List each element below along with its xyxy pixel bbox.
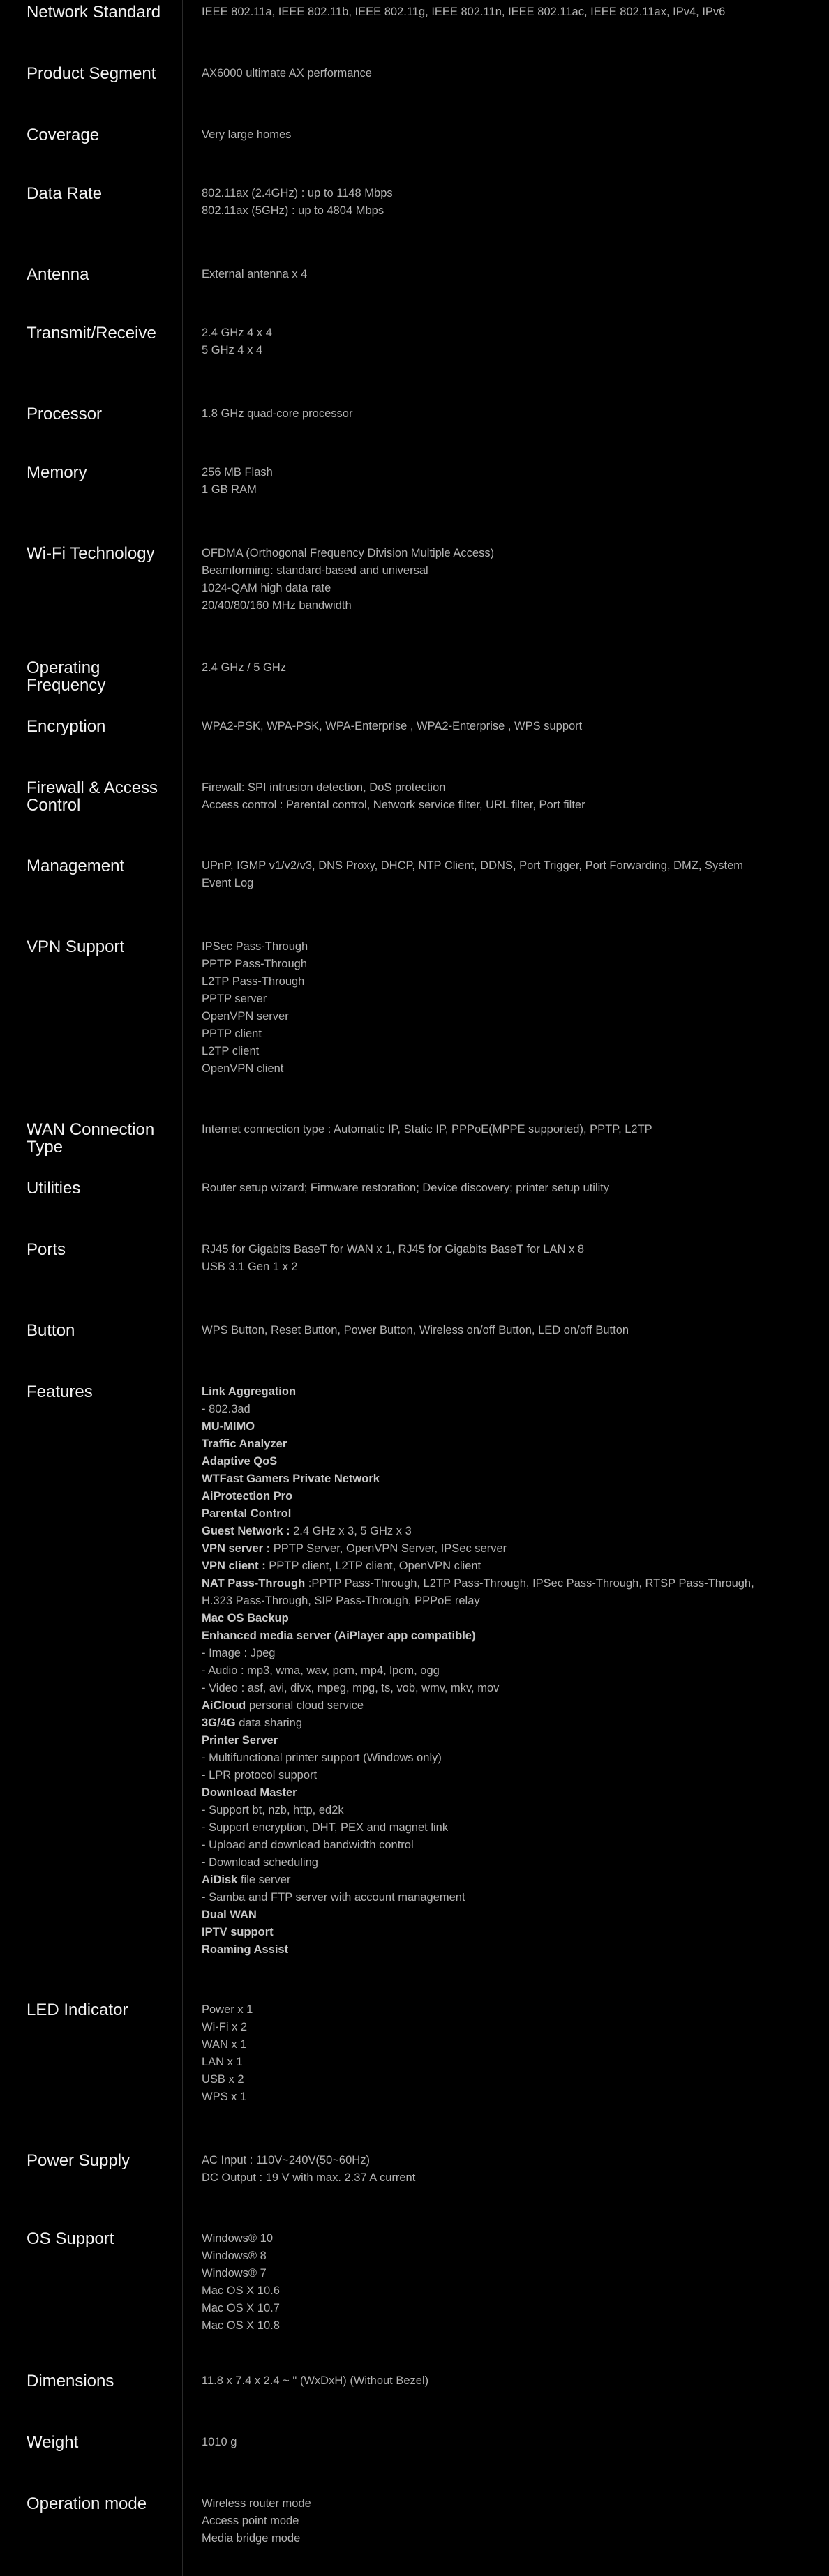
spec-text: - Audio : mp3, wma, wav, pcm, mp4, lpcm, ogg (202, 1664, 440, 1677)
spec-text: Media bridge mode (202, 2532, 301, 2545)
spec-label: Management (27, 857, 125, 875)
spec-text: 11.8 x 7.4 x 2.4 ~ " (WxDxH) (Without Bezel) (202, 2374, 429, 2387)
spec-label: Data Rate (27, 184, 103, 203)
spec-value-line (202, 973, 816, 991)
spec-value-line (202, 2247, 816, 2265)
spec-label: Encryption (27, 717, 106, 736)
spec-label: Firewall & Access Control (27, 778, 158, 815)
spec-feature-heading: Parental Control (202, 1507, 292, 1520)
spec-text: External antenna x 4 (202, 268, 308, 280)
spec-text: 2.4 GHz 4 x 4 (202, 326, 272, 339)
spec-value (202, 1121, 816, 1138)
spec-text: UPnP, IGMP v1/v2/v3, DNS Proxy, DHCP, NTP Client, DDNS, Port Trigger, Port Forwarding, DMZ, System (202, 859, 744, 872)
spec-value-line (202, 2513, 816, 2530)
spec-text: Mac OS X 10.6 (202, 2284, 280, 2297)
spec-text: - Support bt, nzb, http, ed2k (202, 1804, 344, 1816)
spec-text: WPS Button, Reset Button, Power Button, Wireless on/off Button, LED on/off Button (202, 1324, 629, 1336)
spec-value-line (202, 1627, 816, 1645)
spec-value-line (202, 185, 816, 202)
spec-value-line (202, 1819, 816, 1837)
spec-text: OFDMA (Orthogonal Frequency Division Multiple Access) (202, 547, 495, 559)
spec-text: - Video : asf, avi, divx, mpeg, mpg, ts, vob, wmv, mkv, mov (202, 1682, 500, 1694)
spec-value-line (202, 2019, 816, 2036)
spec-feature-heading: AiDisk (202, 1874, 238, 1886)
spec-text: DC Output : 19 V with max. 2.37 A current (202, 2171, 416, 2184)
spec-label: Operating Frequency (27, 658, 106, 695)
spec-value-line (202, 2036, 816, 2054)
spec-feature-heading: Dual WAN (202, 1908, 257, 1921)
spec-text: Access point mode (202, 2515, 299, 2527)
spec-value-line (202, 956, 816, 973)
spec-value-line (202, 1383, 816, 1401)
spec-value-line (202, 1732, 816, 1749)
spec-value-line (202, 2282, 816, 2300)
spec-value-line (202, 2372, 816, 2390)
spec-text: 1010 g (202, 2436, 237, 2448)
spec-feature-heading: NAT Pass-Through (202, 1577, 306, 1590)
spec-feature-heading: Adaptive QoS (202, 1455, 278, 1468)
spec-text: WPA2-PSK, WPA-PSK, WPA-Enterprise , WPA2-Enterprise , WPS support (202, 720, 583, 732)
spec-label: Button (27, 1321, 75, 1340)
spec-value-line (202, 1854, 816, 1871)
spec-value-line (202, 1662, 816, 1680)
spec-text: file server (237, 1874, 291, 1886)
spec-label: Power Supply (27, 2151, 130, 2170)
spec-text: Windows® 7 (202, 2267, 267, 2280)
spec-value-line (202, 1180, 816, 1197)
spec-value (202, 2495, 816, 2547)
spec-value-line (202, 2001, 816, 2019)
spec-label: Utilities (27, 1179, 81, 1198)
spec-value-line (202, 597, 816, 615)
spec-text: IPSec Pass-Through (202, 940, 308, 953)
spec-value-line (202, 405, 816, 423)
spec-label: Weight (27, 2433, 79, 2452)
spec-value-line (202, 202, 816, 220)
spec-label: Coverage (27, 126, 100, 144)
spec-value-line (202, 2530, 816, 2547)
spec-text: Wireless router mode (202, 2497, 311, 2510)
spec-value-line (202, 2434, 816, 2451)
spec-feature-heading: Enhanced media server (AiPlayer app compatible) (202, 1629, 476, 1642)
spec-value (202, 2152, 816, 2187)
spec-value-line (202, 545, 816, 562)
spec-value-line (202, 1258, 816, 1276)
spec-text: personal cloud service (246, 1699, 364, 1712)
spec-label: Processor (27, 405, 103, 423)
spec-value-line (202, 1523, 816, 1540)
spec-text: - Samba and FTP server with account management (202, 1891, 465, 1904)
spec-feature-heading: Roaming Assist (202, 1943, 289, 1956)
spec-label: OS Support (27, 2229, 114, 2248)
spec-value-line (202, 1802, 816, 1819)
spec-text: 1024-QAM high data rate (202, 582, 331, 594)
spec-label: Memory (27, 463, 87, 482)
spec-value-line (202, 1008, 816, 1025)
spec-text: 20/40/80/160 MHz bandwidth (202, 599, 352, 612)
spec-text: WPS x 1 (202, 2091, 247, 2103)
spec-text: OpenVPN client (202, 1062, 284, 1075)
spec-value-line (202, 324, 816, 342)
spec-text: Windows® 10 (202, 2232, 274, 2245)
spec-text: - Support encryption, DHT, PEX and magnet link (202, 1821, 449, 1834)
spec-value (202, 1322, 816, 1339)
spec-value-line (202, 991, 816, 1008)
spec-value-line (202, 2088, 816, 2106)
spec-value-line (202, 1453, 816, 1470)
spec-value-line (202, 562, 816, 580)
spec-text: PPTP Pass-Through (202, 958, 308, 970)
spec-value-line (202, 1837, 816, 1854)
spec-value-line (202, 2317, 816, 2335)
spec-value-line (202, 857, 816, 875)
spec-value (202, 2001, 816, 2106)
spec-value-line (202, 2265, 816, 2282)
spec-value-line (202, 1645, 816, 1662)
spec-text: PPTP Server, OpenVPN Server, IPSec server (270, 1542, 507, 1555)
spec-value-line (202, 342, 816, 359)
spec-feature-heading: IPTV support (202, 1926, 274, 1938)
spec-label: Wi-Fi Technology (27, 544, 155, 563)
spec-value (202, 545, 816, 615)
spec-value-line (202, 2152, 816, 2169)
spec-value-line (202, 1749, 816, 1767)
spec-value-line (202, 1767, 816, 1784)
spec-value (202, 718, 816, 735)
spec-value-line (202, 1592, 816, 1610)
spec-text: PPTP server (202, 993, 267, 1005)
spec-feature-heading: Traffic Analyzer (202, 1438, 287, 1450)
spec-feature-heading: WTFast Gamers Private Network (202, 1472, 380, 1485)
spec-text: - 802.3ad (202, 1403, 251, 1415)
spec-value (202, 2434, 816, 2451)
spec-value-line (202, 1680, 816, 1697)
spec-value-line (202, 481, 816, 499)
spec-value (202, 405, 816, 423)
spec-value (202, 2230, 816, 2335)
spec-feature-heading: Download Master (202, 1786, 297, 1799)
spec-text: 802.11ax (2.4GHz) : up to 1148 Mbps (202, 187, 393, 199)
spec-feature-heading: Printer Server (202, 1734, 278, 1747)
spec-value-line (202, 1697, 816, 1715)
spec-value-line (202, 1715, 816, 1732)
spec-value (202, 779, 816, 814)
spec-label: WAN Connection Type (27, 1120, 155, 1157)
spec-text: Power x 1 (202, 2003, 253, 2016)
spec-text: 256 MB Flash (202, 466, 273, 479)
spec-value-line (202, 1121, 816, 1138)
spec-text: Mac OS X 10.7 (202, 2302, 280, 2314)
spec-text: L2TP client (202, 1045, 260, 1057)
spec-value-line (202, 1418, 816, 1436)
spec-value-line (202, 1906, 816, 1924)
spec-text: AC Input : 110V~240V(50~60Hz) (202, 2154, 370, 2167)
spec-text: Very large homes (202, 128, 292, 141)
spec-value (202, 126, 816, 144)
spec-value-line (202, 1488, 816, 1505)
spec-text: - Download scheduling (202, 1856, 318, 1869)
spec-value-line (202, 1043, 816, 1060)
spec-text: 1.8 GHz quad-core processor (202, 407, 353, 420)
spec-value (202, 3, 816, 21)
spec-text: IEEE 802.11a, IEEE 802.11b, IEEE 802.11g, IEEE 802.11n, IEEE 802.11ac, IEEE 802.11ax, IPv4, IPv6 (202, 6, 726, 18)
spec-text: Firewall: SPI intrusion detection, DoS protection (202, 781, 446, 794)
spec-text: AX6000 ultimate AX performance (202, 67, 372, 80)
spec-label: Antenna (27, 265, 89, 284)
spec-value (202, 1383, 816, 1959)
spec-value-line (202, 1436, 816, 1453)
spec-text: PPTP client (202, 1027, 262, 1040)
spec-value-line (202, 2230, 816, 2247)
spec-value-line (202, 1558, 816, 1575)
spec-value-line (202, 659, 816, 677)
spec-label: Dimensions (27, 2372, 114, 2390)
spec-feature-heading: Mac OS Backup (202, 1612, 289, 1625)
spec-value-line (202, 1401, 816, 1418)
spec-feature-heading: AiCloud (202, 1699, 246, 1712)
spec-value-line (202, 1784, 816, 1802)
spec-value (202, 1241, 816, 1276)
spec-feature-heading: VPN client : (202, 1560, 266, 1572)
spec-label: Operation mode (27, 2494, 147, 2513)
spec-text: Mac OS X 10.8 (202, 2319, 280, 2332)
spec-label: Transmit/Receive (27, 324, 156, 342)
spec-value-line (202, 1505, 816, 1523)
spec-text: L2TP Pass-Through (202, 975, 305, 988)
spec-feature-heading: 3G/4G (202, 1717, 236, 1729)
spec-value-line (202, 1025, 816, 1043)
spec-text: H.323 Pass-Through, SIP Pass-Through, PPPoE relay (202, 1595, 480, 1607)
spec-text: data sharing (235, 1717, 303, 1729)
spec-text: Windows® 8 (202, 2250, 267, 2262)
spec-label: Product Segment (27, 64, 156, 83)
spec-value-line (202, 1540, 816, 1558)
spec-value-line (202, 1241, 816, 1258)
spec-value-line (202, 2071, 816, 2088)
spec-text: - Multifunctional printer support (Windows only) (202, 1752, 442, 1764)
spec-feature-heading: Guest Network : (202, 1525, 290, 1537)
spec-text: USB 3.1 Gen 1 x 2 (202, 1260, 298, 1273)
spec-value-line (202, 266, 816, 283)
spec-text: Wi-Fi x 2 (202, 2021, 248, 2033)
spec-text: Access control : Parental control, Network service filter, URL filter, Port filter (202, 799, 585, 811)
spec-label: Features (27, 1383, 93, 1401)
spec-label: VPN Support (27, 937, 125, 956)
spec-text: :PPTP Pass-Through, L2TP Pass-Through, IPSec Pass-Through, RTSP Pass-Through, (305, 1577, 754, 1590)
spec-label: Network Standard (27, 3, 161, 22)
spec-value (202, 324, 816, 359)
spec-value-line (202, 1889, 816, 1906)
spec-feature-heading: MU-MIMO (202, 1420, 255, 1433)
spec-value-line (202, 2169, 816, 2187)
spec-value-line (202, 1941, 816, 1959)
spec-value-line (202, 718, 816, 735)
spec-value-line (202, 2495, 816, 2513)
spec-text: LAN x 1 (202, 2056, 243, 2068)
spec-value-line (202, 1610, 816, 1627)
spec-value-line (202, 580, 816, 597)
spec-value-line (202, 875, 816, 892)
spec-value (202, 266, 816, 283)
spec-text: RJ45 for Gigabits BaseT for WAN x 1, RJ45 for Gigabits BaseT for LAN x 8 (202, 1243, 585, 1256)
spec-value-line (202, 464, 816, 481)
spec-value-line (202, 1871, 816, 1889)
spec-text: 802.11ax (5GHz) : up to 4804 Mbps (202, 204, 384, 217)
spec-text: Event Log (202, 877, 254, 889)
spec-text: Internet connection type : Automatic IP, Static IP, PPPoE(MPPE supported), PPTP, L2TP (202, 1123, 652, 1136)
spec-value-line (202, 1322, 816, 1339)
spec-text: Beamforming: standard-based and universal (202, 564, 428, 577)
spec-value (202, 2372, 816, 2390)
spec-value-line (202, 1470, 816, 1488)
spec-value-line (202, 126, 816, 144)
spec-value (202, 857, 816, 892)
spec-text: - LPR protocol support (202, 1769, 318, 1782)
spec-feature-heading: VPN server : (202, 1542, 271, 1555)
spec-value (202, 938, 816, 1078)
column-divider (182, 0, 183, 2576)
spec-value-line (202, 797, 816, 814)
spec-text: Router setup wizard; Firmware restoration; Device discovery; printer setup utility (202, 1182, 610, 1194)
spec-value (202, 659, 816, 677)
spec-value (202, 1180, 816, 1197)
spec-feature-heading: Link Aggregation (202, 1385, 297, 1398)
spec-text: 1 GB RAM (202, 483, 257, 496)
spec-value (202, 185, 816, 220)
spec-feature-heading: AiProtection Pro (202, 1490, 293, 1502)
spec-text: 2.4 GHz x 3, 5 GHz x 3 (290, 1525, 412, 1537)
spec-text: - Upload and download bandwidth control (202, 1839, 414, 1851)
spec-value-line (202, 1924, 816, 1941)
spec-text: 5 GHz 4 x 4 (202, 344, 263, 356)
spec-value-line (202, 779, 816, 797)
spec-value (202, 464, 816, 499)
spec-text: PPTP client, L2TP client, OpenVPN client (265, 1560, 481, 1572)
spec-label: Ports (27, 1240, 66, 1259)
spec-value-line (202, 2300, 816, 2317)
spec-value (202, 65, 816, 82)
spec-value-line (202, 2054, 816, 2071)
spec-text: 2.4 GHz / 5 GHz (202, 661, 287, 674)
spec-text: - Image : Jpeg (202, 1647, 276, 1659)
spec-label: LED Indicator (27, 2001, 128, 2019)
spec-value-line (202, 938, 816, 956)
spec-value-line (202, 3, 816, 21)
spec-value-line (202, 1575, 816, 1592)
spec-text: OpenVPN server (202, 1010, 289, 1023)
spec-text: USB x 2 (202, 2073, 244, 2086)
spec-value-line (202, 1060, 816, 1078)
spec-text: WAN x 1 (202, 2038, 247, 2051)
spec-value-line (202, 65, 816, 82)
